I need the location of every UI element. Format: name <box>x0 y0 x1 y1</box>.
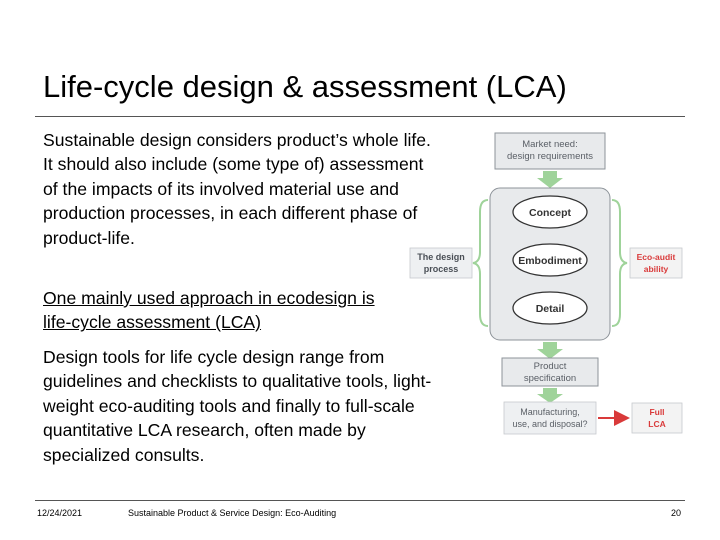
design-process-line2: process <box>423 264 459 274</box>
paragraph-lca-approach: One mainly used approach in ecodesign is life-cycle assessment (LCA) <box>43 288 375 333</box>
product-spec-line2: specification <box>523 373 577 384</box>
eco-audit-line2: ability <box>643 264 669 274</box>
product-spec-line1: Product <box>533 361 567 372</box>
lca-diagram <box>400 128 690 443</box>
full-lca-line1: Full <box>649 407 665 417</box>
down-arrow-1 <box>537 171 563 188</box>
market-need-line1: Market need: <box>522 139 578 150</box>
market-need-line2: design requirements <box>506 151 594 162</box>
eco-audit-line1: Eco-audit <box>636 252 676 262</box>
design-process-label <box>410 248 472 278</box>
footer-date: 12/24/2021 <box>37 508 83 518</box>
full-lca-box <box>632 403 682 433</box>
stage-embodiment-label: Embodiment <box>518 255 582 267</box>
stage-embodiment <box>513 244 587 276</box>
title-divider <box>35 116 685 117</box>
paragraph-design-tools: Design tools for life cycle design range from guidelines and checklists to qualitative tools, light-weight eco-auditing tools and finally to full-scale quantitative LCA research, often made by specialized consults. <box>43 347 432 465</box>
full-lca-line2: LCA <box>648 419 666 429</box>
product-spec-box <box>502 358 598 386</box>
footer-title: Sustainable Product & Service Design: Eco-Auditing <box>128 508 337 518</box>
down-arrow-2 <box>537 342 563 359</box>
down-arrow-3 <box>537 388 563 403</box>
paragraph-sustainable-design: Sustainable design considers product’s whole life. It should also include (some type of) assessment of the impacts of its involved material use and production processes, in each different phase of product-life. <box>43 130 431 248</box>
stage-concept-label: Concept <box>529 207 571 219</box>
footer-divider <box>35 500 685 501</box>
eco-audit-box <box>630 248 682 278</box>
slide-title: Life-cycle design & assessment (LCA) <box>43 69 567 104</box>
manufacturing-box <box>504 402 596 434</box>
stage-concept <box>513 196 587 228</box>
footer-page-number: 20 <box>671 508 682 518</box>
stage-detail <box>513 292 587 324</box>
manufacturing-line1: Manufacturing, <box>520 407 580 417</box>
stage-detail-label: Detail <box>535 303 565 315</box>
left-brace <box>473 200 488 326</box>
manufacturing-line2: use, and disposal? <box>512 419 588 429</box>
design-process-line1: The design <box>417 252 465 262</box>
market-need-box <box>495 133 605 169</box>
right-brace <box>612 200 627 326</box>
